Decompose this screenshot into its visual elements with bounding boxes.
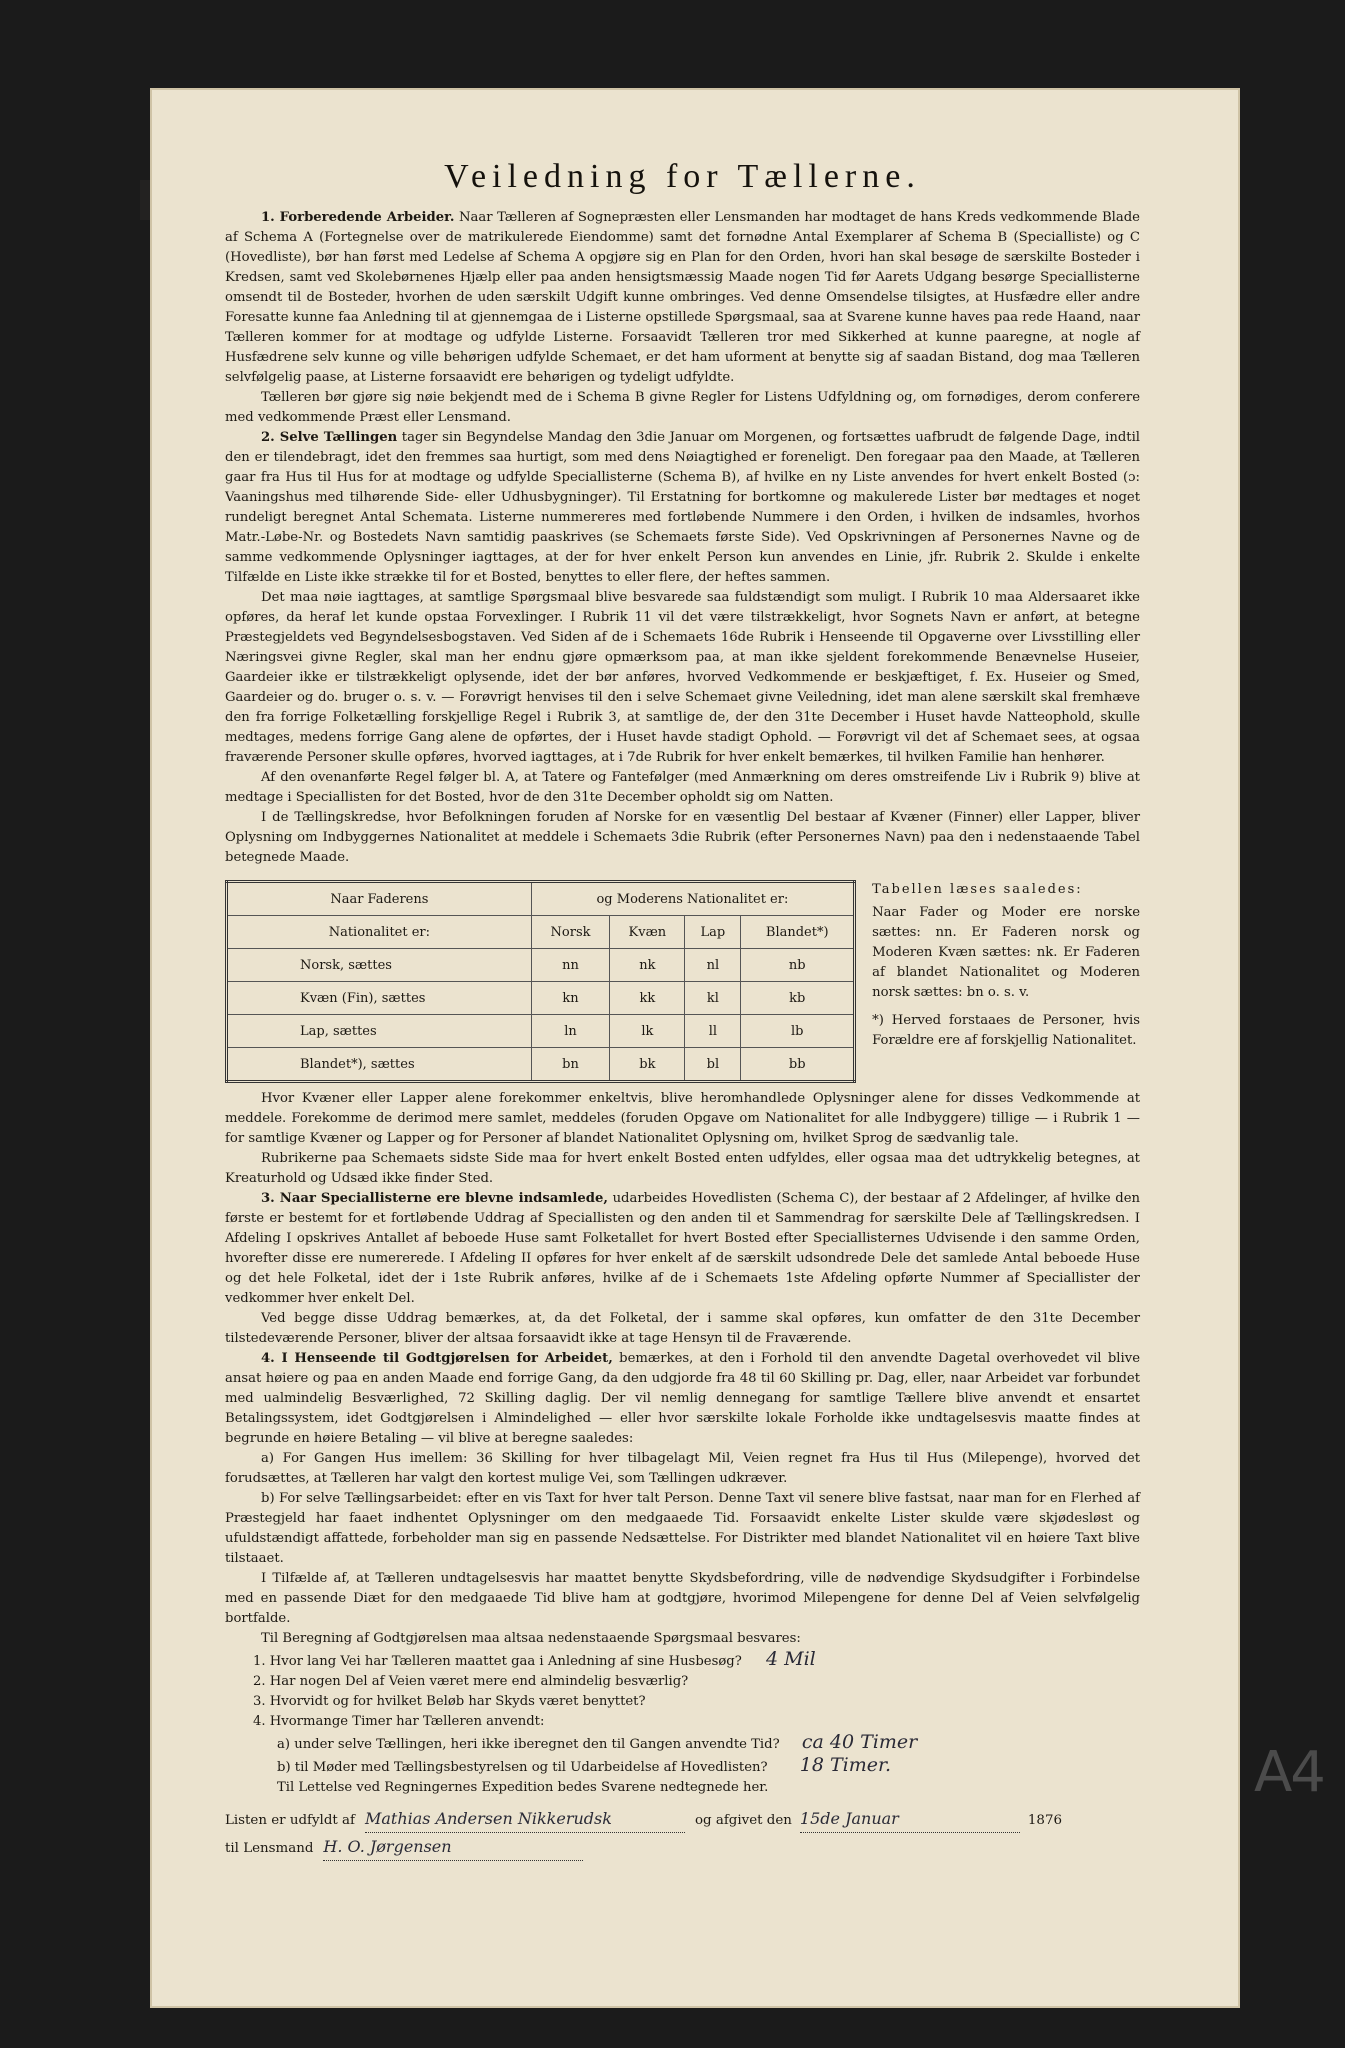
section-2-paragraph-3: Af den ovenanførte Regel følger bl. A, at Tatere og Fantefølger (med Anmærkning om deres omstreifende Liv i Rubrik 9) blive at medtage i Speciallisten for det Bosted, hvor de den 31te December opholdt sig om Natten. [225,770,1140,805]
table-head-mother: og Moderens Nationalitet er: [531,882,854,916]
table-head-father-1: Naar Faderens [227,882,532,916]
table-col-lap: Lap [685,916,741,949]
table-cell: nn [531,949,610,982]
table-cell: bn [531,1048,610,1082]
section-4-heading: 4. I Henseende til Godtgjørelsen for Arbeidet, [261,1351,613,1366]
section-2-paragraph-2: Det maa nøie iagttages, at samtlige Spørgsmaal blive besvarede saa fuldstændigt som muligt. I Rubrik 10 maa Aldersaaret ikke opføres, da heraf let kunde opstaa Forvexlinger. I Rubrik 11 vil det være tilstrækkeligt, hvor Sognets Navn er anført, at betegne Præstegjeldets ved Begyndelsesbogstaven. Ved Siden af de i Schemaets 16de Rubrik i Henseende til Opgaverne over Livsstilling eller Næringsvei givne Regler, skal man her endnu gjøre opmærksom paa, at man ikke sjeldent forekommende Benævnelse Huseier, Gaardeier ikke er tilstrækkeligt oplysende, idet der bør anføres, hvorved Vedkommende er beskjæftiget, f. Ex. Huseier og Smed, Gaardeier og do. bruger o. s. v. — Forøvrigt henvises til den i selve Schemaet givne Veiledning, idet man alene særskilt skal fremhæve den fra forrige Folketælling forskjellige Regel i Rubrik 3, at samtlige de, der den 31te December i Huset havde Natteophold, skulle medtages, medens forrige Gang alene de opførtes, der i Huset havde stadigt Ophold. — Forøvrigt vil det af Schemaet sees, at ogsaa fraværende Personer skulle opføres, hvorved iagttages, at i 7de Rubrik for hver enkelt bemærkes, til hvilken Familie han henhører. [225,590,1140,765]
section-4-item-a: a) For Gangen Hus imellem: 36 Skilling for hver tilbagelagt Mil, Veien regnet fra Hus til Hus (Milepenge), hvorved det forudsættes, at Tælleren har valgt den kortest mulige Vei, som Tællingen udkræver. [225,1451,1140,1486]
section-1-paragraph-2: Tælleren bør gjøre sig nøie bekjendt med de i Schema B givne Regler for Listens Udfyldning og, om fornødiges, derom conferere med vedkommende Præst eller Lensmand. [225,390,1140,425]
table-notes-footnote: *) Herved forstaaes de Personer, hvis Forældre ere af forskjellig Nationalitet. [872,1013,1140,1048]
table-cell: nk [610,949,685,982]
table-cell: kb [741,982,855,1015]
section-4-paragraph-3: Til Beregning af Godtgjørelsen maa altsaa nedenstaaende Spørgsmaal besvares: [261,1631,801,1646]
section-3-paragraph-2: Ved begge disse Uddrag bemærkes, at, da det Folketal, der i samme skal opføres, kun omfatter de den 31te December tilstedeværende Personer, bliver der altsaa forsaavidt ikke at tage Hensyn til de Fraværende. [225,1311,1140,1346]
row-label: Kvæn (Fin), sættes [227,982,532,1015]
table-cell: bl [685,1048,741,1082]
table-cell: ln [531,1015,610,1048]
question-4b [225,1755,1140,1778]
table-row [227,1048,855,1082]
section-4 [225,1349,1140,1449]
table-notes-text: Naar Fader og Moder ere norske sættes: nn. Er Faderen norsk og Moderen Kvæn sættes: nk. Er Faderen af blandet Nationalitet og Moderen norsk sættes: bn o. s. v. [872,905,1140,1000]
table-cell: bk [610,1048,685,1082]
row-label: Lap, sættes [227,1015,532,1048]
table-col-blandet: Blandet*) [741,916,855,949]
question-2: 2. Har nogen Del af Veien været mere end almindelig besværlig? [253,1674,689,1689]
section-2-heading: 2. Selve Tællingen [261,430,398,445]
filled-by-label: Listen er udfyldt af [225,1813,355,1828]
after-table-paragraph-2: Rubrikerne paa Schemaets sidste Side maa for hvert enkelt Bosted enten udfyldes, eller ogsaa maa det udtrykkelig betegnes, at Kreaturhold og Udsæd ikke finder Sted. [225,1151,1140,1186]
delivered-label: og afgivet den [694,1813,792,1828]
table-head-father-2: Nationalitet er: [227,916,532,949]
table-cell: bb [741,1048,855,1082]
section-3-heading: 3. Naar Speciallisterne ere blevne indsamlede, [261,1191,608,1206]
section-4-paragraph-2: I Tilfælde af, at Tælleren undtagelsesvis har maattet benytte Skydsbefordring, ville de nødvendige Skydsudgifter i Forbindelse med en passende Diæt for den medgaaede Tid blive ham at godtgjøre, hvorimod Milepengene for denne Del af Veien selvfølgelig bortfalde. [225,1571,1140,1626]
section-3-text: udarbeides Hovedlisten (Schema C), der bestaar af 2 Afdelinger, af hvilke den første er bestemt for et fortløbende Uddrag af Speciallisten og den anden til et Sammendrag for særskilte Dele af Tællingskredsen. I Afdeling I opskrives Antallet af beboede Huse samt Folketallet for hvert Bosted efter Speciallisternes Udvisende i den samme Orden, hvorefter disse ere numererede. I Afdeling II opføres for hver enkelt af de særskilt udsondrede Dele det samlede Antal beboede Huse og det hele Folketal, idet der i 1ste Rubrik anføres, hvilke af de i Schemaets 1ste Afdeling opførte Nummer af Speciallister der vedkommer hver enkelt Del. [225,1191,1140,1306]
section-4-item-b: b) For selve Tællingsarbeidet: efter en vis Taxt for hver talt Person. Denne Taxt vil senere blive fastsat, naar man for en Flerhed af Præstegjeld har faaet indhentet Oplysninger om den medgaaede Tid. Forsaavidt enkelte Lister skulde være skjødesløst og ufuldstændigt affattede, forbeholder man sig en passende Nedsættelse. For Distrikter med blandet Nationalitet vil en høiere Taxt blive tilstaaet. [225,1491,1140,1566]
lensmand-line [225,1834,1140,1862]
archive-stamp: A4 [1254,1740,1324,1805]
lensmand-label: til Lensmand [225,1841,314,1856]
question-4b-text: b) til Møder med Tællingsbestyrelsen og til Udarbeidelse af Hovedlisten? [277,1760,768,1775]
lensmand-name: H. O. Jørgensen [323,1834,583,1861]
section-1-text: Naar Tælleren af Sognepræsten eller Lensmanden har modtaget de hans Kreds vedkommende Blade af Schema A (Fortegnelse over de matrikulerede Eiendomme) samt det fornødne Antal Exemplarer af Schema B (Specialliste) og C (Hovedliste), bør han først med Ledelse af Schema A opgjøre sig en Plan for den Orden, hvori han skal besøge de særskilte Bosteder i Kredsen, samt ved Skolebørnenes Hjælp eller paa anden hensigtsmæssig Maade nogen Tid før Aarets Udgang besørge Speciallisterne omsendt til de Bosteder, hvorhen de uden særskilt Udgift kunne ombringes. Ved denne Omsendelse tilsigtes, at Husfædre eller andre Foresatte kunne faa Anledning til at gjennemgaa de i Listerne opstillede Spørgsmaal, saa at Svarene kunne haves paa rede Haand, naar Tælleren kommer for at modtage og udfylde Listerne. Forsaavidt Tælleren tror med Sikkerhed at kunne paaregne, at nogle af Husfædrene selv kunne og ville behørigen udfylde Schemaet, er det ham uforment at benytte sig af saadan Bistand, dog maa Tælleren selvfølgelig paase, at Listerne forsaavidt ere behørigen og tydeligt udfyldte. [225,210,1140,385]
table-row [227,949,855,982]
section-1-heading: 1. Forberedende Arbeider. [261,210,455,225]
section-4-text: bemærkes, at den i Forhold til den anvendte Dagetal overhovedet vil blive ansat høiere og paa en anden Maade end forrige Gang, da den udgjorde fra 48 til 60 Skilling pr. Dag, eller, naar Arbeidet var forbundet med ualmindelig Besværlighed, 72 Skilling daglig. Der vil nemlig dennegang for samtlige Tællere blive anvendt et ensartet Betalingssystem, idet Godtgjørelsen i Almindelighed — eller hvor særskilte lokale Forholde ikke undtagelsesvis maatte findes at begrunde en høiere Betaling — vil blive at beregne saaledes: [225,1351,1140,1446]
table-cell: nb [741,949,855,982]
table-cell: nl [685,949,741,982]
question-1-text: 1. Hvor lang Vei har Tælleren maattet gaa i Anledning af sine Husbesøg? [253,1654,742,1669]
table-row [227,982,855,1015]
after-table-paragraph-1: Hvor Kvæner eller Lapper alene forekommer enkeltvis, blive heromhandlede Oplysninger alene for disses Vedkommende at meddele. Forekomme de derimod mere samlet, meddeles (foruden Opgave om Nationalitet for alle Indbyggere) tillige — i Rubrik 1 — for samtlige Kvæner og Lapper og for Personer af blandet Nationalitet Oplysning om, hvilket Sprog de sædvanlig tale. [225,1091,1140,1146]
section-2-text: tager sin Begyndelse Mandag den 3die Januar om Morgenen, og fortsættes uafbrudt de følgende Dage, indtil den er tilendebragt, idet den fremmes saa hurtigt, som med dens Nøiagtighed er foreneligt. Den foregaar paa den Maade, at Tælleren gaar fra Hus til Hus for at modtage og udfylde Speciallisterne (Schema B), af hvilke en ny Liste anvendes for hvert enkelt Bosted (ɔ: Vaaningshus med tilhørende Side- eller Udhusbygninger). Til Erstatning for bortkomne og makulerede Lister bør medtages et noget rundeligt beregnet Antal Schemata. Listerne nummereres med fortløbende Nummere i den Orden, i hvilken de indsamles, hvorhos Matr.-Løbe-Nr. og Bostedets Navn samtidig paaskrives (se Schemaets første Side). Ved Opskrivningen af Personernes Navne og de samme vedkommende Oplysninger iagttages, at der for hver enkelt Person kun anvendes en Linie, jfr. Rubrik 2. Skulde i enkelte Tilfælde en Liste ikke strække til for et Bosted, benyttes to eller flere, der heftes sammen. [225,430,1140,585]
table-col-norsk: Norsk [531,916,610,949]
table-row [227,1015,855,1048]
table-col-kvaen: Kvæn [610,916,685,949]
table-cell: kn [531,982,610,1015]
section-2-paragraph-4: I de Tællingskredse, hvor Befolkningen foruden af Norske for en væsentlig Del bestaar af Kvæner (Finner) eller Lapper, bliver Oplysning om Indbyggernes Nationalitet at meddele i Schemaets 3die Rubrik (efter Personernes Navn) paa den i nedenstaaende Tabel betegnede Maade. [225,810,1140,865]
questions-note: Til Lettelse ved Regningernes Expedition bedes Svarene nedtegnede her. [277,1780,769,1795]
delivered-date: 15de Januar [800,1806,1020,1833]
delivered-year: 1876 [1027,1813,1062,1828]
table-cell: lk [610,1015,685,1048]
section-2 [225,428,1140,588]
question-4a-text: a) under selve Tællingen, heri ikke iberegnet den til Gangen anvendte Tid? [277,1737,780,1752]
nationality-table [225,880,856,1083]
section-1 [225,208,1140,388]
table-cell: kl [685,982,741,1015]
section-3 [225,1189,1140,1309]
census-instruction-page [150,88,1240,2008]
nationality-block [225,880,1140,1083]
table-notes-heading: Tabellen læses saaledes: [872,882,1083,897]
filled-by-name: Mathias Andersen Nikkerudsk [365,1806,685,1833]
table-cell: kk [610,982,685,1015]
question-3: 3. Hvorvidt og for hvilket Beløb har Skyds været benyttet? [253,1694,646,1709]
question-1-answer: 4 Mil [766,1648,816,1670]
table-notes [872,880,1140,1051]
row-label: Blandet*), sættes [227,1048,532,1082]
page-title: Veiledning for Tællerne. [444,158,921,195]
signature-line [225,1806,1140,1834]
row-label: Norsk, sættes [227,949,532,982]
question-4a-answer: ca 40 Timer [801,1731,918,1753]
page-content [225,158,1140,1862]
question-4b-answer: 18 Timer. [799,1754,892,1776]
question-4a [225,1732,1140,1755]
table-cell: lb [741,1015,855,1048]
table-cell: ll [685,1015,741,1048]
question-1 [225,1649,1140,1672]
question-4: 4. Hvormange Timer har Tælleren anvendt: [253,1714,545,1729]
